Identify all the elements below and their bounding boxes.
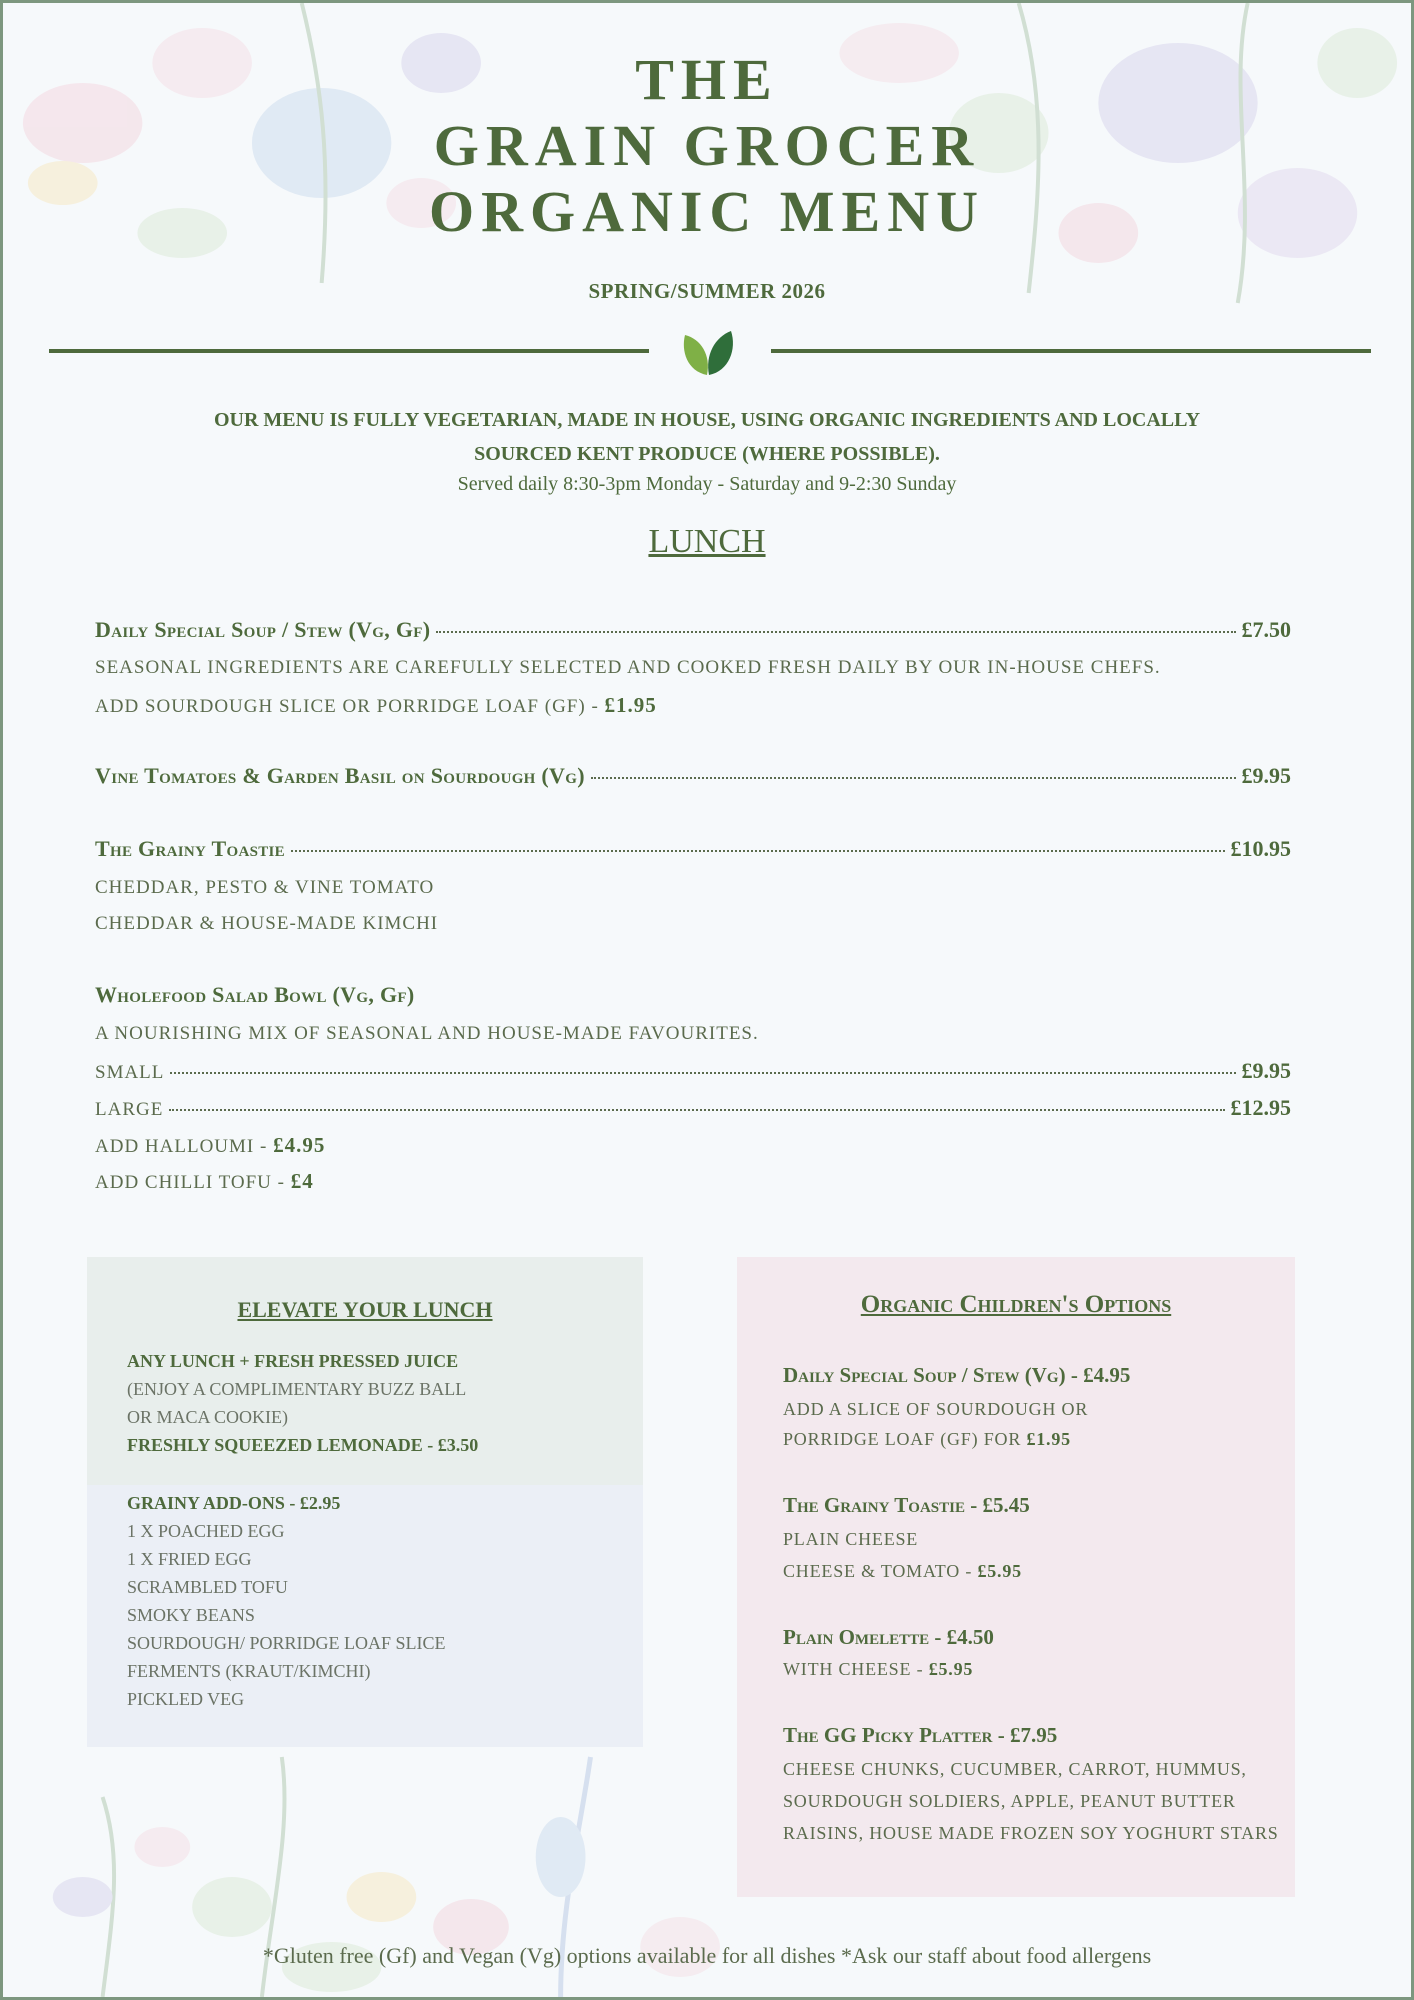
kids-omelette: Plain Omelette - £4.50 [783,1625,994,1649]
lunch-heading: LUNCH [648,523,766,560]
elevate-offer-note-1: (ENJOY A COMPLIMENTARY BUZZ BALL [127,1379,467,1399]
kids-soup: Daily Special Soup / Stew (Vg) - £4.95 [783,1363,1131,1387]
toastie-option-2: CHEDDAR & HOUSE-MADE KIMCHI [95,913,439,934]
kids-platter-desc-3: RAISINS, HOUSE MADE FROZEN SOY YOGHURT STARS [783,1823,1279,1843]
kids-soup-desc-1: ADD A SLICE OF SOURDOUGH OR [783,1399,1089,1419]
toastie-option-1: CHEDDAR, PESTO & VINE TOMATO [95,877,435,898]
addon-item: PICKLED VEG [127,1689,245,1709]
item-price: £10.95 [1230,836,1291,861]
title-line-2: GRAIN GROCER [433,113,981,178]
title-line-3: ORGANIC MENU [428,179,986,244]
kids-soup-desc-2: PORRIDGE LOAF (GF) FOR £1.95 [783,1429,1071,1449]
size-price: £9.95 [1241,1058,1291,1083]
title-line-1: THE [635,47,779,112]
salad-description: A NOURISHING MIX OF SEASONAL AND HOUSE-MADE FAVOURITES. [95,1023,759,1044]
kids-toastie-desc-2: CHEESE & TOMATO - £5.95 [783,1561,1022,1581]
menu-item-salad [95,982,1291,1008]
soup-description: SEASONAL INGREDIENTS ARE CAREFULLY SELECTED AND COOKED FRESH DAILY BY OUR IN-HOUSE CHEFS. [95,657,1161,678]
season-label: SPRING/SUMMER 2026 [588,279,826,303]
kids-platter-desc-1: CHEESE CHUNKS, CUCUMBER, CARROT, HUMMUS, [783,1759,1247,1779]
size-label: LARGE [95,1099,164,1120]
dot-leader [436,631,1235,633]
item-name: Vine Tomatoes & Garden Basil on Sourdough (Vg) [95,763,585,788]
addon-item: 1 X POACHED EGG [127,1521,285,1541]
kids-platter: The GG Picky Platter - £7.95 [783,1723,1058,1747]
intro-line-1: OUR MENU IS FULLY VEGETARIAN, MADE IN HOUSE, USING ORGANIC INGREDIENTS AND LOCALLY [213,409,1201,431]
elevate-lunch-panel [87,1257,643,1485]
kids-toastie: The Grainy Toastie - £5.45 [783,1493,1030,1517]
salad-add-tofu: ADD CHILLI TOFU - £4 [95,1169,314,1193]
addons-heading: GRAINY ADD-ONS - £2.95 [127,1493,341,1513]
dot-leader [169,1109,1224,1111]
kids-platter-desc-2: SOURDOUGH SOLDIERS, APPLE, PEANUT BUTTER [783,1791,1236,1811]
childrens-heading: Organic Children's Options [860,1291,1172,1318]
leaf-icon [679,327,739,379]
intro-line-2: SOURCED KENT PRODUCE (WHERE POSSIBLE). [474,443,940,465]
divider-right [771,349,1371,353]
kids-toastie-desc-1: PLAIN CHEESE [783,1529,919,1549]
salad-large [95,1095,1291,1121]
divider-left [49,349,649,353]
item-price: £7.50 [1241,617,1291,642]
addon-item: 1 X FRIED EGG [127,1549,252,1569]
soup-addon: ADD SOURDOUGH SLICE OR PORRIDGE LOAF (GF) - £1.95 [95,693,657,717]
elevate-heading: ELEVATE YOUR LUNCH [237,1297,493,1322]
item-name: Daily Special Soup / Stew (Vg, Gf) [95,617,431,642]
elevate-offer-note-2: OR MACA COOKIE) [127,1407,289,1427]
kids-omelette-desc: WITH CHEESE - £5.95 [783,1659,974,1679]
size-label: SMALL [95,1062,165,1083]
addon-item: SOURDOUGH/ PORRIDGE LOAF SLICE [127,1633,446,1653]
menu-item-toastie [95,836,1291,862]
dot-leader [291,850,1225,852]
elevate-juice-offer: ANY LUNCH + FRESH PRESSED JUICE [127,1351,459,1371]
addon-item: SCRAMBLED TOFU [127,1577,288,1597]
addon-item: SMOKY BEANS [127,1605,255,1625]
item-price: £9.95 [1241,763,1291,788]
grainy-addons-panel [87,1485,643,1747]
menu-item-soup [95,617,1291,643]
elevate-lemonade: FRESHLY SQUEEZED LEMONADE - £3.50 [127,1435,479,1455]
addon-item: FERMENTS (KRAUT/KIMCHI) [127,1661,371,1681]
item-name: The Grainy Toastie [95,836,285,861]
menu-item-tomatoes [95,763,1291,789]
service-hours: Served daily 8:30-3pm Monday - Saturday and 9-2:30 Sunday [457,473,957,495]
salad-add-halloumi: ADD HALLOUMI - £4.95 [95,1133,326,1157]
item-name: Wholefood Salad Bowl (Vg, Gf) [95,982,415,1007]
allergen-footnote: *Gluten free (Gf) and Vegan (Vg) options available for all dishes *Ask our staff about food allergens [262,1943,1152,1968]
salad-small [95,1058,1291,1084]
dot-leader [591,777,1236,779]
dot-leader [170,1072,1235,1074]
size-price: £12.95 [1230,1095,1291,1120]
